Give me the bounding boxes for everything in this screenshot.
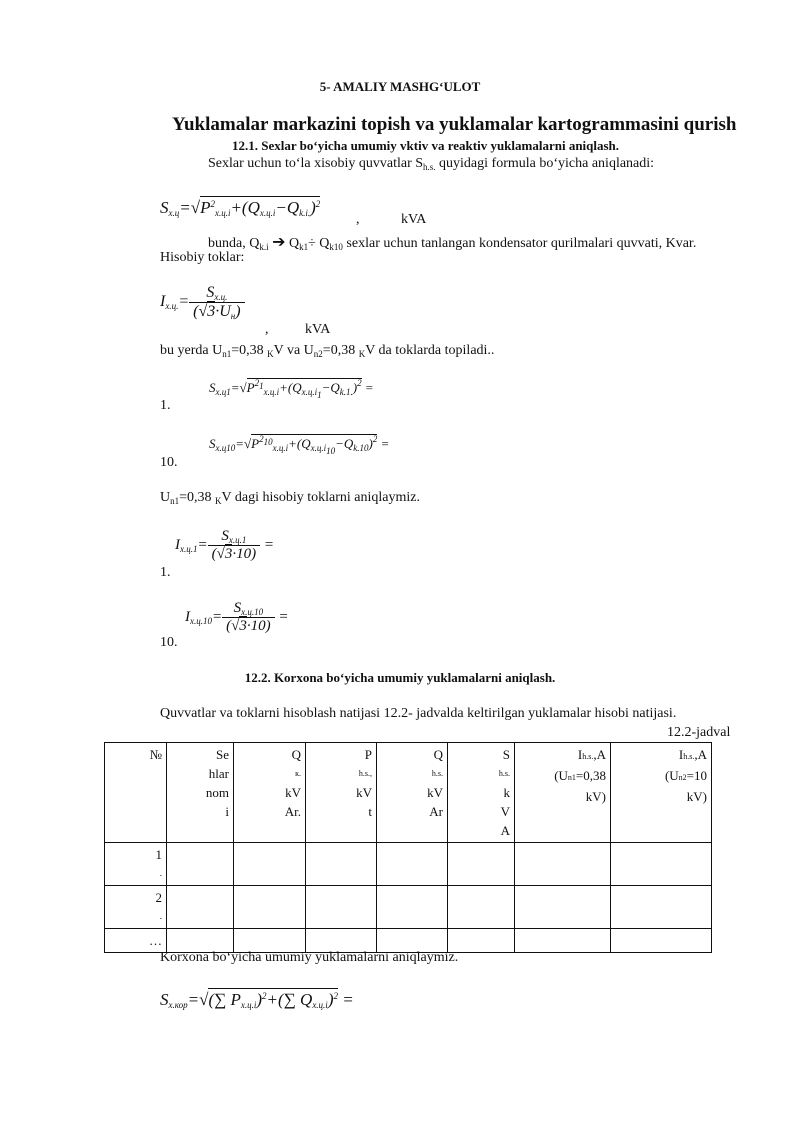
- formula-i10: $I_{х.ц.10}=$ $\frac{S_{х.ц.10}}{(√3\cdot 10)}$ =: [185, 600, 289, 634]
- col-sex-name: Se hlar nom i: [167, 743, 234, 843]
- row-number: 2 .: [105, 886, 167, 929]
- formula-total-power: $S_{х.кор}=√(\sum$ $P_{х.ц.i})^2+(\sum$ $Q_{х.ц.i})^2$ =: [160, 990, 354, 1010]
- table-row: [105, 929, 712, 953]
- item-10-label-2: 10.: [160, 635, 178, 650]
- un1-text: $U_{n1}=0,38$ $_K$V dagi hisobiy toklarni aniqlaymiz.: [160, 490, 420, 506]
- korxona-text: Korxona bo‘yicha umumiy yuklamalarni aniqlaymiz.: [160, 950, 459, 965]
- col-p: P h.s., kV t: [306, 743, 377, 843]
- exercise-header: 5- AMALIY MASHG‘ULOT: [319, 79, 481, 94]
- table-row: [105, 843, 712, 886]
- hisobiy-text: Hisobiy toklar:: [160, 250, 245, 265]
- quvvat-text: Quvvatlar va toklarni hisoblash natijasi 12.2- jadvalda keltirilgan yuklamalar hisobi natijasi.: [160, 706, 677, 721]
- results-table: [104, 742, 712, 953]
- col-i-un1: Ih.s.,A (Un1=0,38 kV): [515, 743, 611, 843]
- bunda-text: bunda, $Q_{k.i}$ ➔ $Q_{k1}\div Q_{k10}$ sexlar uchun tanlangan kondensator qurilmalari quvvati, Kvar.: [208, 234, 697, 252]
- page-title: Yuklamalar markazini topish va yuklamalar kartogrammasini qurish: [172, 114, 737, 135]
- row-number: 1 .: [105, 843, 167, 886]
- col-q: Q к. kV Ar.: [234, 743, 306, 843]
- section-1-heading: 12.1. Sexlar bo‘yicha umumiy vktiv va reaktiv yuklamalarni aniqlash.: [232, 138, 620, 153]
- formula-apparent-power: $S_{х.ц}=√P^2_{х.ц.i}+(Q_{х.ц.i}-Q_{k.i.})^2$: [160, 198, 321, 218]
- formula-s10: $S_{х.ц10}=√P^{210}_{х.ц.i}+(Q_{х.ц.i10}-Q_{k.10})^2$ =: [209, 434, 390, 456]
- col-number: №: [105, 743, 167, 843]
- item-1-label: 1.: [160, 398, 171, 413]
- intro-text: Sexlar uchun to‘la xisobiy quvvatlar $S_{h.s.}$ quyidagi formula bo‘yicha aniqlanadi:: [208, 156, 655, 172]
- row-number: …: [105, 929, 167, 953]
- formula-i1: $I_{х.ц.1}=$ $\frac{S_{х.ц.1}}{(√3\cdot 10)}$ =: [175, 528, 274, 562]
- formula-s1: $S_{х.ц1}=√P^{21}_{х.ц.i}+(Q_{х.ц.i1}-Q_{k.1.})^2$ =: [209, 378, 374, 400]
- section-2-heading: 12.2. Korxona bo‘yicha umumiy yuklamalarni aniqlash.: [244, 670, 556, 685]
- item-10-label: 10.: [160, 455, 178, 470]
- table-header-row: [105, 743, 712, 843]
- formula-comma-2: ,: [265, 322, 269, 337]
- unit-kva: kVA: [401, 212, 427, 227]
- col-i-un2: Ih.s.,A (Un2=10 kV): [611, 743, 712, 843]
- unit-kva-2: kVA: [305, 322, 331, 337]
- col-s: S h.s. k V A: [448, 743, 515, 843]
- formula-comma: ,: [356, 212, 360, 227]
- item-1-label-2: 1.: [160, 565, 171, 580]
- table-row: [105, 886, 712, 929]
- table-label: 12.2-jadval: [667, 725, 731, 740]
- col-qhs: Q h.s. kV Ar: [377, 743, 448, 843]
- bu-yerda-text: bu yerda $U_{n1}=0,38$ $_K$V va $U_{n2}=0,38$ $_K$V da toklarda topiladi..: [160, 343, 495, 359]
- formula-current: $I_{х.ц.}=$ $\frac{S_{х.ц.}}{(√3\cdot U_н)}$: [160, 284, 245, 321]
